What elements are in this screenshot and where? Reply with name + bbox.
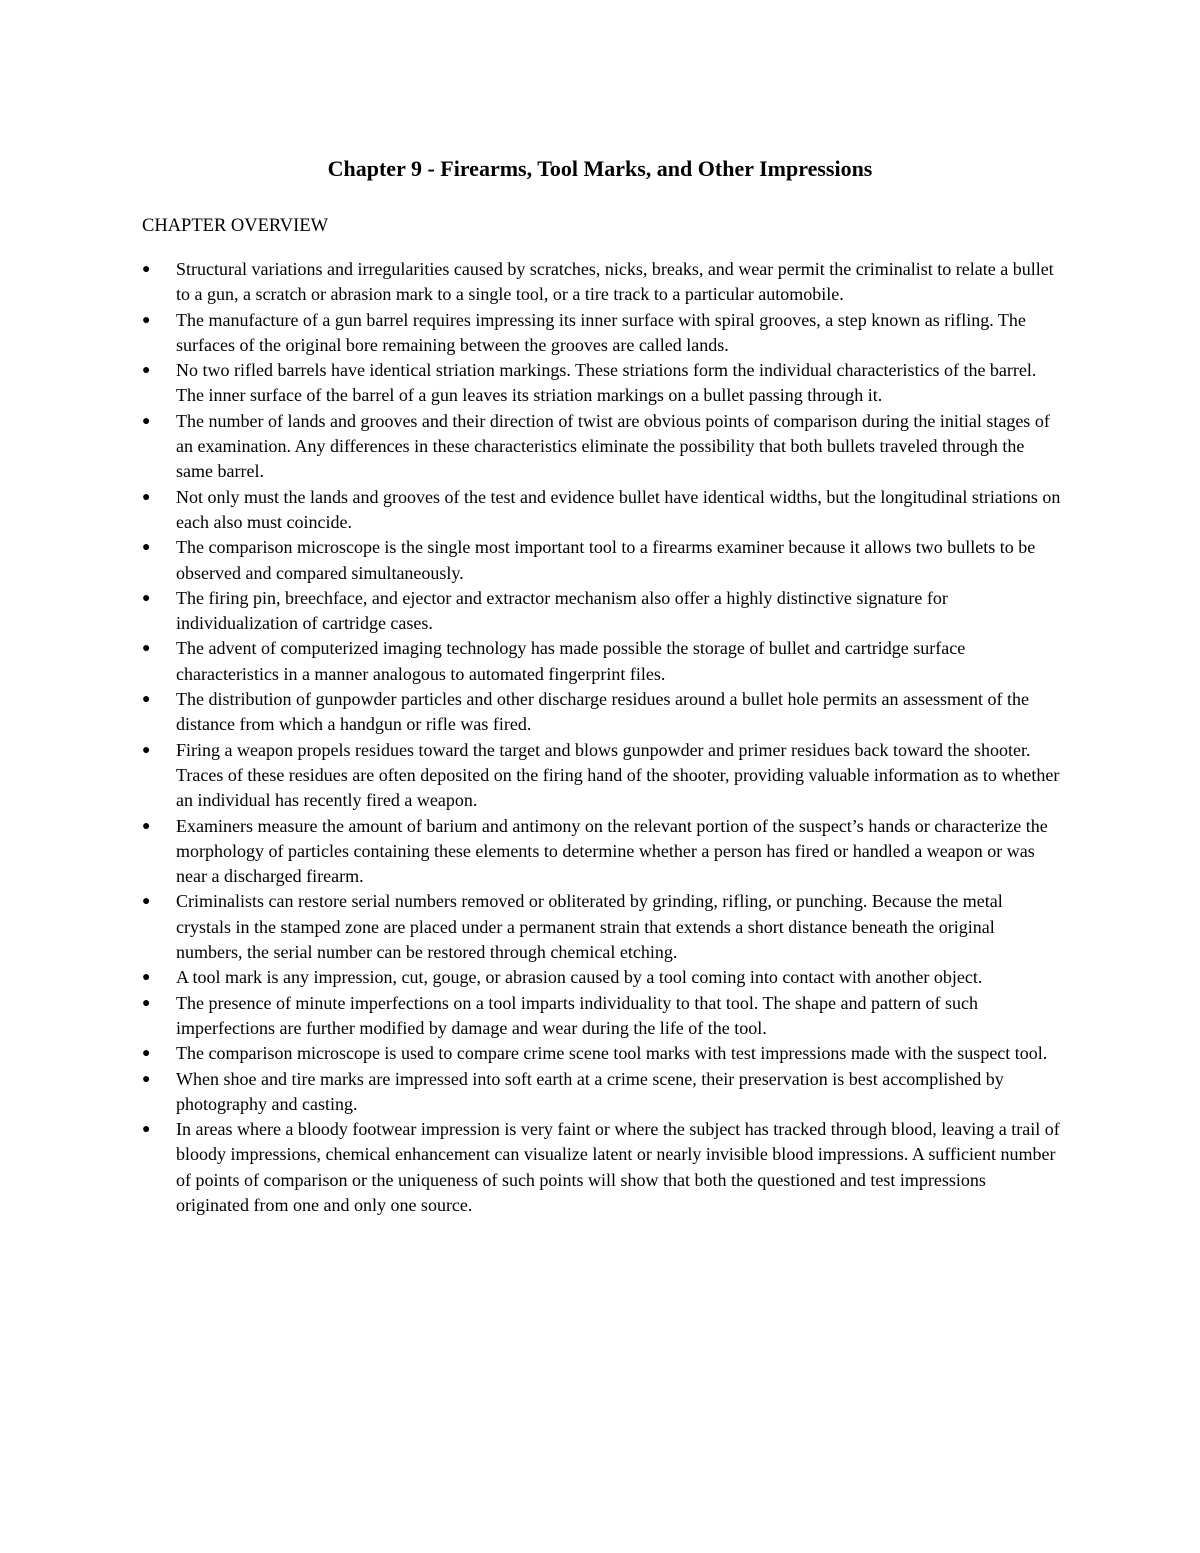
- list-item: [142, 687, 1062, 738]
- bullet-icon: ●: [142, 363, 151, 379]
- list-item: [142, 738, 1062, 814]
- bullet-icon: ●: [142, 489, 151, 505]
- bullet-icon: ●: [142, 262, 151, 277]
- bullet-icon: ●: [142, 970, 151, 986]
- list-item-text: The comparison microscope is used to compare crime scene tool marks with test impressions made with the suspect tool.: [176, 1043, 1048, 1064]
- overview-list: [142, 257, 1062, 1218]
- list-item: [142, 586, 1062, 637]
- list-item: [142, 358, 1062, 409]
- list-item: [142, 257, 1062, 308]
- list-item: [142, 1041, 1062, 1066]
- bullet-icon: ●: [142, 818, 151, 834]
- list-item: [142, 1117, 1062, 1218]
- page-title: Chapter 9 - Firearms, Tool Marks, and Other Impressions: [327, 156, 873, 181]
- list-item-text: No two rifled barrels have identical striation markings. These striations form the individual characteristics of the barrel. The inner surface of the barrel of a gun leaves its striation markings on a bullet passing through it.: [176, 360, 1037, 406]
- list-item-text: Structural variations and irregularities caused by scratches, nicks, breaks, and wear permit the criminalist to relate a bullet to a gun, a scratch or abrasion mark to a single tool, or a tire track to a particular automobile.: [176, 259, 1054, 305]
- bullet-icon: ●: [142, 540, 151, 556]
- section-heading: CHAPTER OVERVIEW: [142, 216, 329, 236]
- list-item-text: The number of lands and grooves and their direction of twist are obvious points of comparison during the initial stages of an examination. Any differences in these characteristics eliminate the possibility that both bullets traveled through the same barrel.: [176, 410, 1050, 482]
- list-item-text: Firing a weapon propels residues toward the target and blows gunpowder and primer residues back toward the shooter. Traces of these residues are often deposited on the firing hand of the shooter, providing valuable information as to whether an individual has recently fired a weapon.: [176, 739, 1060, 811]
- list-item: [142, 889, 1062, 965]
- list-item-text: In areas where a bloody footwear impression is very faint or where the subject has tracked through blood, leaving a trail of bloody impressions, chemical enhancement can visualize latent or nearly invisible blood impressions. A sufficient number of points of comparison or the uniqueness of such points will show that both the questioned and test impressions originated from one and only one source.: [176, 1119, 1060, 1215]
- list-item-text: The firing pin, breechface, and ejector and extractor mechanism also offer a highly distinctive signature for individualization of cartridge cases.: [176, 587, 948, 634]
- list-item: [142, 409, 1062, 485]
- bullet-icon: ●: [142, 590, 151, 606]
- bullet-icon: ●: [142, 641, 151, 657]
- bullet-icon: ●: [142, 413, 151, 429]
- list-item-text: A tool mark is any impression, cut, gouge, or abrasion caused by a tool coming into contact with another object.: [176, 967, 983, 988]
- bullet-icon: ●: [142, 995, 151, 1011]
- list-item: [142, 991, 1062, 1042]
- list-item: [142, 636, 1062, 687]
- list-item-text: Examiners measure the amount of barium and antimony on the relevant portion of the suspect’s hands or characterize the morphology of particles containing these elements to determine whether a person has fired or handled a weapon or was near a discharged firearm.: [176, 815, 1048, 887]
- bullet-icon: ●: [142, 1071, 151, 1087]
- list-item-text: Criminalists can restore serial numbers removed or obliterated by grinding, rifling, or punching. Because the metal crystals in the stamped zone are placed under a permanent strain that extends a short distance beneath the original numbers, the serial number can be restored through chemical etching.: [176, 891, 1003, 963]
- list-item: [142, 485, 1062, 536]
- list-item-text: The manufacture of a gun barrel requires impressing its inner surface with spiral grooves, a step known as rifling. The surfaces of the original bore remaining between the grooves are called lands.: [176, 309, 1026, 355]
- bullet-icon: ●: [142, 312, 151, 328]
- list-item: [142, 1067, 1062, 1118]
- list-item-text: The comparison microscope is the single most important tool to a firearms examiner because it allows two bullets to be observed and compared simultaneously.: [176, 537, 1036, 583]
- list-item: [142, 308, 1062, 359]
- list-item-text: The distribution of gunpowder particles and other discharge residues around a bullet hole permits an assessment of the distance from which a handgun or rifle was fired.: [176, 689, 1029, 735]
- list-item-text: Not only must the lands and grooves of the test and evidence bullet have identical widths, but the longitudinal striations on each also must coincide.: [176, 486, 1061, 532]
- list-item-text: When shoe and tire marks are impressed into soft earth at a crime scene, their preservation is best accomplished by photography and casting.: [176, 1068, 1004, 1114]
- list-item: [142, 965, 1062, 990]
- bullet-icon: ●: [142, 742, 151, 758]
- bullet-icon: ●: [142, 894, 151, 910]
- bullet-icon: ●: [142, 1122, 151, 1138]
- list-item-text: The presence of minute imperfections on a tool imparts individuality to that tool. The shape and pattern of such imperfections are further modified by damage and wear during the life of the tool.: [176, 992, 978, 1038]
- bullet-icon: ●: [142, 692, 151, 708]
- list-item-text: The advent of computerized imaging technology has made possible the storage of bullet and cartridge surface characteristics in a manner analogous to automated fingerprint files.: [176, 638, 966, 684]
- list-item: [142, 535, 1062, 586]
- list-item: [142, 814, 1062, 890]
- bullet-icon: ●: [142, 1046, 151, 1062]
